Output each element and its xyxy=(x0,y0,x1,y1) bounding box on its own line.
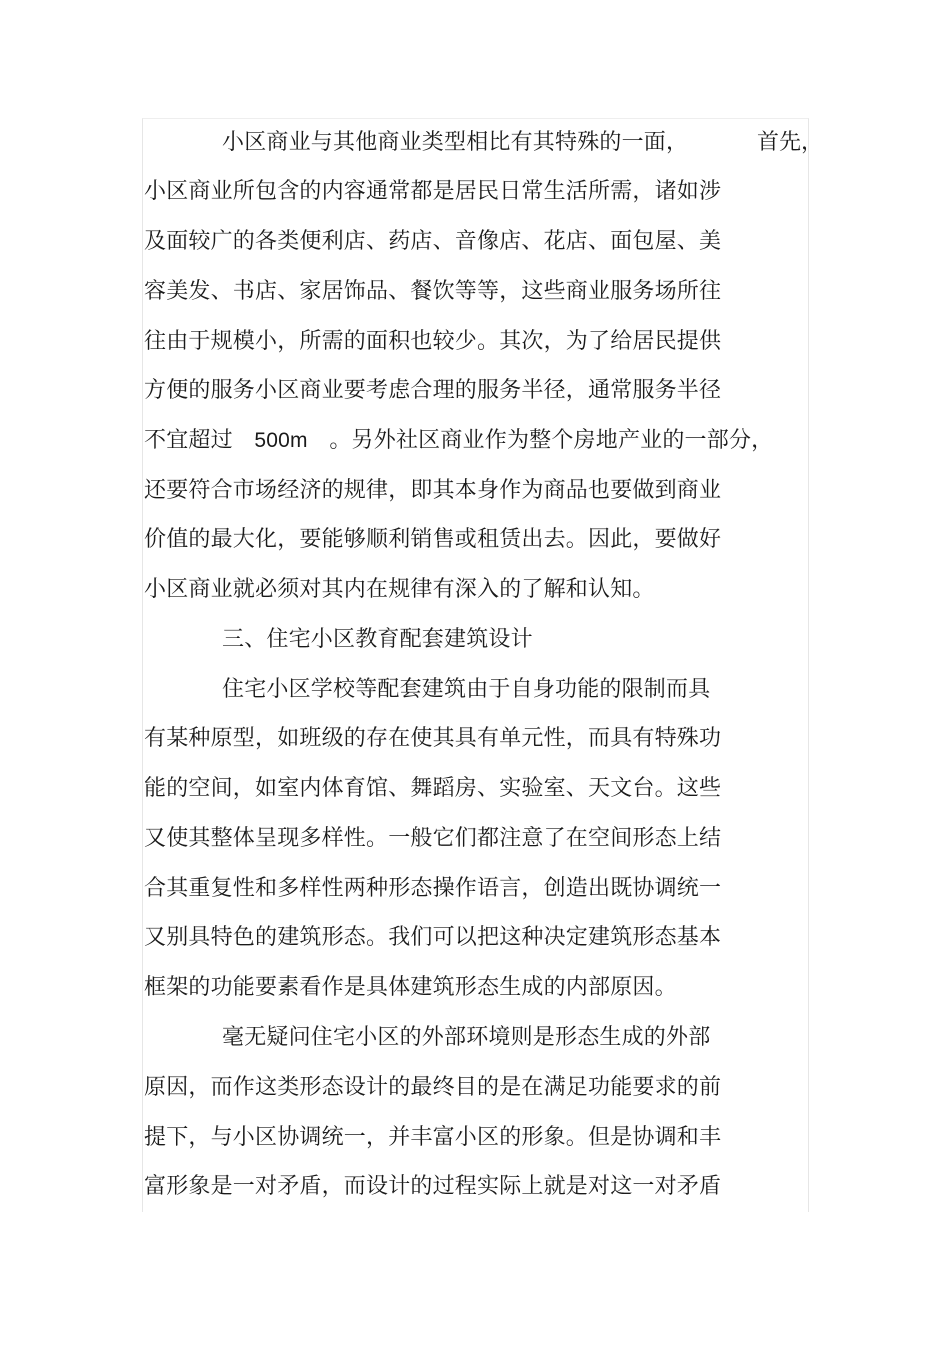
text-line-3: 及面较广的各类便利店、药店、音像店、花店、面包屋、美 xyxy=(144,229,722,254)
section-heading: 三、住宅小区教育配套建筑设计 xyxy=(222,627,533,652)
text-line-19: 毫无疑问住宅小区的外部环境则是形态生成的外部 xyxy=(222,1025,711,1050)
text-line-6: 方便的服务小区商业要考虑合理的服务半径，通常服务半径 xyxy=(144,378,722,403)
text-line-12: 住宅小区学校等配套建筑由于自身功能的限制而具 xyxy=(222,677,711,702)
text-line-7 xyxy=(144,424,773,458)
distance-value: 500m xyxy=(254,429,308,452)
text-line-7-rest: 。另外社区商业作为整个房地产业的一部分， xyxy=(329,428,774,453)
text-line-18: 框架的功能要素看作是具体建筑形态生成的内部原因。 xyxy=(144,975,677,1000)
text-line-2: 小区商业所包含的内容通常都是居民日常生活所需，诸如涉 xyxy=(144,179,722,204)
text-line-9: 价值的最大化，要能够顺利销售或租赁出去。因此，要做好 xyxy=(144,527,722,552)
text-line-14: 能的空间，如室内体育馆、舞蹈房、实验室、天文台。这些 xyxy=(144,776,722,801)
text-line-8: 还要符合市场经济的规律，即其本身作为商品也要做到商业 xyxy=(144,478,722,503)
text-line-21: 提下，与小区协调统一，并丰富小区的形象。但是协调和丰 xyxy=(144,1125,722,1150)
text-line-4: 容美发、书店、家居饰品、餐饮等等，这些商业服务场所往 xyxy=(144,279,722,304)
text-line-17: 又别具特色的建筑形态。我们可以把这种决定建筑形态基本 xyxy=(144,925,722,950)
text-line-1: 小区商业与其他商业类型相比有其特殊的一面， xyxy=(222,130,689,155)
text-line-7-start: 不宜超过 xyxy=(144,428,233,453)
text-line-15: 又使其整体呈现多样性。一般它们都注意了在空间形态上结 xyxy=(144,826,722,851)
text-line-16: 合其重复性和多样性两种形态操作语言，创造出既协调统一 xyxy=(144,876,722,901)
text-line-13: 有某种原型，如班级的存在使其具有单元性，而具有特殊功 xyxy=(144,726,722,751)
text-line-1-tail: 首先， xyxy=(757,130,824,155)
text-line-20: 原因，而作这类形态设计的最终目的是在满足功能要求的前 xyxy=(144,1075,722,1100)
text-line-22: 富形象是一对矛盾，而设计的过程实际上就是对这一对矛盾 xyxy=(144,1174,722,1199)
text-line-10: 小区商业就必须对其内在规律有深入的了解和认知。 xyxy=(144,577,655,602)
text-line-5: 往由于规模小，所需的面积也较少。其次，为了给居民提供 xyxy=(144,329,722,354)
